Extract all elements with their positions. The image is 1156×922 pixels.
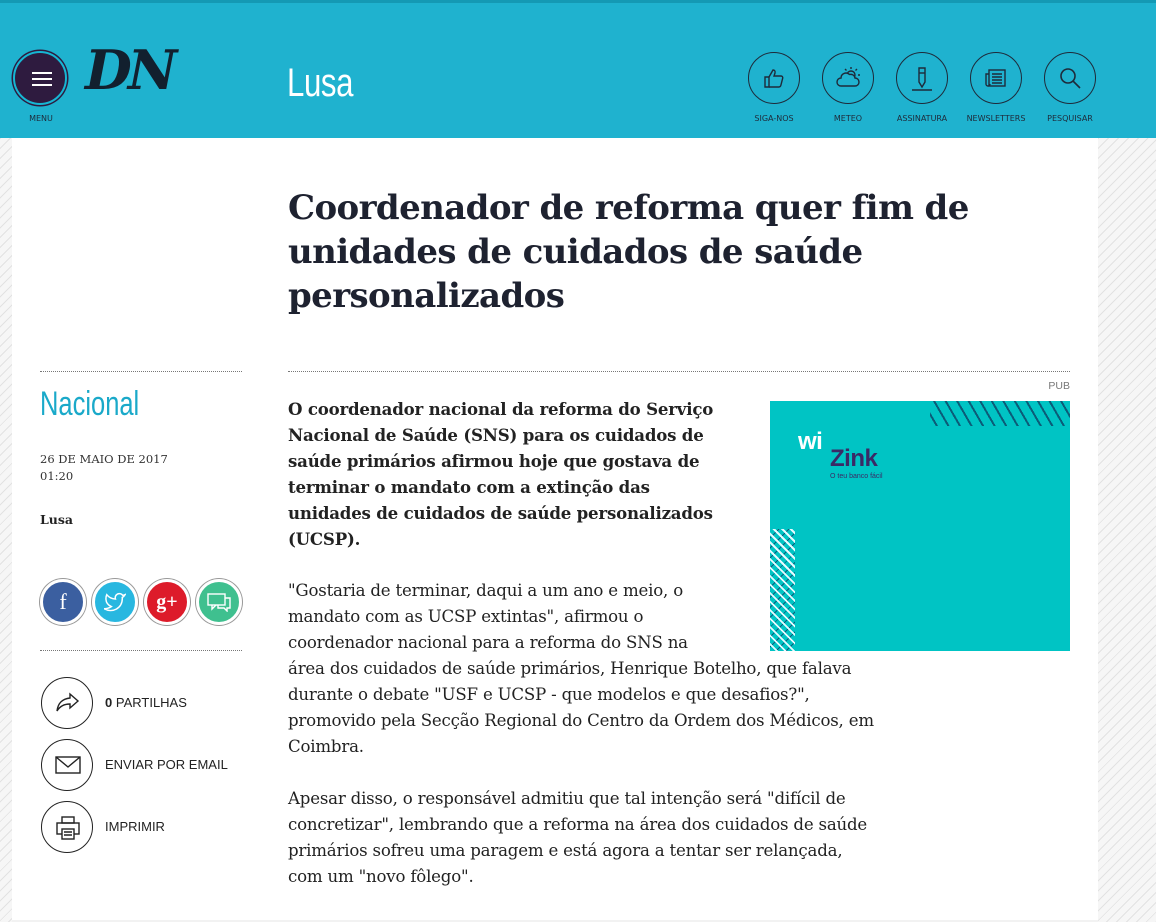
share-count-label: [105, 695, 187, 710]
print-icon: [55, 815, 81, 841]
email-button[interactable]: [41, 739, 93, 791]
article-time: 01:20: [40, 469, 74, 483]
site-header: [0, 0, 1156, 138]
newsletter-label: NEWSLETTERS: [966, 114, 1026, 123]
divider: [288, 371, 1070, 372]
share-count: 0: [105, 695, 113, 710]
comments-icon: [206, 592, 232, 612]
site-logo[interactable]: DN: [85, 38, 174, 102]
pen-icon[interactable]: [896, 52, 948, 104]
twitter-share-button[interactable]: [92, 579, 138, 625]
ad-brand-zink: Zink: [830, 445, 878, 472]
search-label: PESQUISAR: [1047, 114, 1093, 123]
search-icon[interactable]: [1044, 52, 1096, 104]
weather-icon[interactable]: [822, 52, 874, 104]
ad-tagline: O teu banco fácil: [830, 473, 883, 480]
article-author: Lusa: [40, 512, 74, 527]
article-headline: Coordenador de reforma quer fim de unidades de cuidados de saúde personalizados: [288, 188, 969, 316]
background-pattern-right: [1098, 138, 1156, 922]
background-pattern-left: [0, 138, 12, 922]
googleplus-share-button[interactable]: [144, 579, 190, 625]
menu-label: MENU: [29, 114, 53, 123]
article-lead: O coordenador nacional da reforma do Serviço Nacional de Saúde (SNS) para os cuidados de saúde primários afirmou hoje que gostava de terminar o mandato com a extinção das unidades de cuidados de saúde personalizados (UCSP).: [288, 399, 714, 549]
share-label: PARTILHAS: [115, 695, 187, 710]
ad-label: PUB: [1048, 380, 1070, 392]
facebook-share-button[interactable]: [40, 579, 86, 625]
advertisement[interactable]: [770, 401, 1070, 651]
googleplus-icon: g+: [156, 591, 178, 613]
subscription-label: ASSINATURA: [896, 114, 948, 123]
weather-label: METEO: [833, 114, 863, 123]
like-label: SIGA-NOS: [754, 114, 794, 123]
share-button[interactable]: [41, 677, 93, 729]
twitter-icon: [104, 592, 126, 612]
mail-icon: [55, 753, 81, 777]
ad-pattern: [930, 401, 1070, 426]
email-label[interactable]: ENVIAR POR EMAIL: [105, 757, 228, 772]
article-paragraph-2: Apesar disso, o responsável admitiu que tal intenção será "difícil de concretizar", lembrando que a reforma na área dos cuidados de saúde primários sofreu uma paragem e está agora a tentar ser relançada, com um "novo fôlego".: [288, 789, 868, 886]
ad-pattern: [770, 529, 795, 651]
article-category[interactable]: Nacional: [40, 385, 140, 423]
share-icon: [55, 691, 81, 715]
divider: [40, 371, 242, 372]
newsletter-icon[interactable]: [970, 52, 1022, 104]
section-title[interactable]: Lusa: [287, 61, 354, 105]
divider: [40, 650, 242, 651]
ad-brand-wi: wi: [798, 428, 823, 455]
comments-button[interactable]: [196, 579, 242, 625]
facebook-icon: f: [59, 589, 67, 614]
like-icon[interactable]: [748, 52, 800, 104]
paragraph-text: "Gostaria de terminar, daqui a um ano e meio, o mandato com as UCSP extintas", afirmou o coordenador nacional para a reforma do SNS na área dos cuidados de saúde primários, Henrique Botelho, que falava durante o debate "USF e UCSP - que modelos e que desafios?", promovido pela Secção Regional do Centro da Ordem dos Médicos, em Coimbra.: [288, 581, 874, 756]
article-date: [40, 451, 168, 485]
menu-button[interactable]: [13, 51, 67, 105]
article-date-text: 26 DE MAIO DE 2017: [40, 452, 168, 466]
print-button[interactable]: [41, 801, 93, 853]
print-label[interactable]: IMPRIMIR: [105, 819, 165, 834]
